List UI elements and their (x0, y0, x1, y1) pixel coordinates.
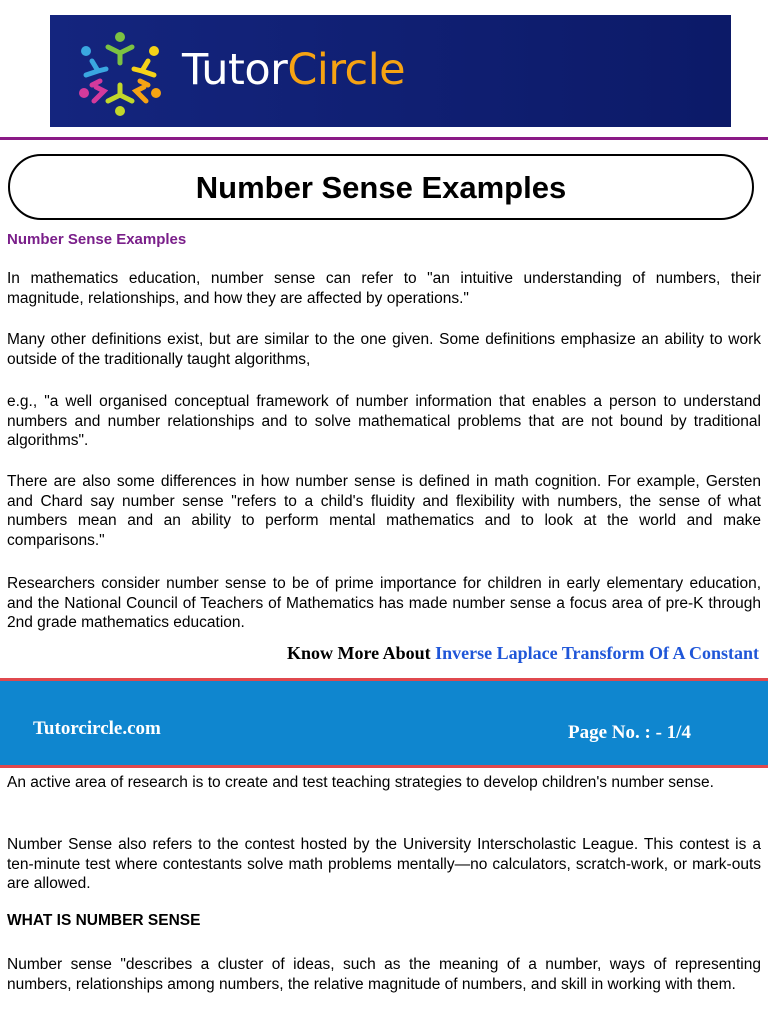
paragraph-researchers: Researchers consider number sense to be of prime importance for children in early elementary education, and the National Council of Teachers of Mathematics has made number sense a focus area of pre-K through 2nd grade mathematics education. (7, 575, 761, 631)
section-heading: WHAT IS NUMBER SENSE (7, 912, 201, 929)
know-more-prefix: Know More About (286, 643, 436, 663)
paragraph-example: e.g., "a well organised conceptual framework of number information that enables a person to understand numbers and number relationships and to solve mathematical problems that are not bound by traditional algorithms". (7, 393, 761, 449)
paragraph-intro: In mathematics education, number sense can refer to "an intuitive understanding of numbers, their magnitude, relationships, and how they are affected by operations." (7, 270, 761, 307)
know-more-line (287, 643, 759, 664)
page-title: Number Sense Examples (195, 170, 567, 205)
paragraph-research-area: An active area of research is to create and test teaching strategies to develop children's number sense. (7, 774, 714, 791)
people-circle-logo-icon (72, 29, 168, 117)
header-banner (50, 15, 731, 127)
logo-text-circle: Circle (287, 45, 406, 95)
site-name[interactable]: Tutorcircle.com (33, 718, 161, 739)
title-box (8, 154, 754, 220)
paragraph-differences: There are also some differences in how number sense is defined in math cognition. For example, Gersten and Chard say number sense "refers to a child's fluidity and flexibility with numbers, the sense of what numbers mean and an ability to perform mental mathematics and to look at the world and make comparisons." (7, 473, 761, 549)
page-number: Page No. : - 1/4 (568, 722, 691, 743)
article-subheading: Number Sense Examples (7, 231, 187, 248)
paragraph-what-is: Number sense "describes a cluster of ideas, such as the meaning of a number, ways of representing numbers, relationships among numbers, the relative magnitude of numbers, and skill in working with them. (7, 956, 761, 993)
header-divider (0, 137, 768, 140)
logo-text-tutor: Tutor (182, 45, 288, 95)
inverse-laplace-link[interactable]: Inverse Laplace Transform Of A Constant (435, 643, 759, 663)
page-footer-band (0, 678, 768, 768)
paragraph-contest: Number Sense also refers to the contest hosted by the University Interscholastic League. This contest is a ten-minute test where contestants solve math problems mentally—no calculators, scratch-work, or mark-outs are allowed. (7, 836, 761, 892)
brand-logo-text (182, 45, 405, 95)
paragraph-definitions: Many other definitions exist, but are similar to the one given. Some definitions emphasize an ability to work outside of the traditionally taught algorithms, (7, 331, 761, 368)
